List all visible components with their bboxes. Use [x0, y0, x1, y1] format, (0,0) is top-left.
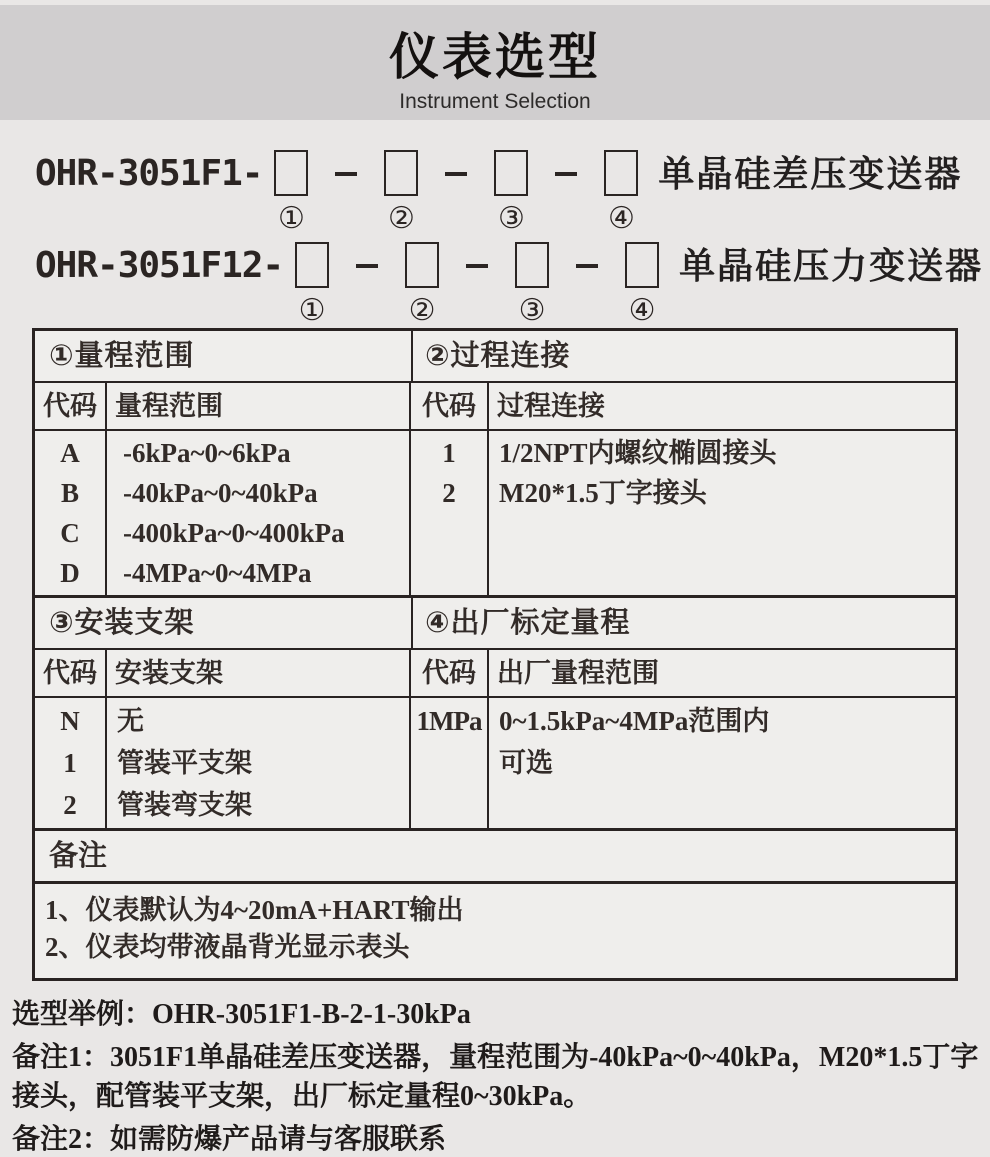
- position-number: ④: [607, 201, 635, 236]
- position-number: ③: [497, 201, 525, 236]
- model-line-pressure: [35, 242, 983, 326]
- bracket-code-column: [35, 698, 107, 828]
- column-header-factory-range: 出厂量程范围: [497, 658, 659, 688]
- position-number: ④: [628, 293, 656, 328]
- position-number: ②: [387, 201, 415, 236]
- dash-separator: [576, 264, 598, 268]
- dash-separator: [466, 264, 488, 268]
- option-box: [384, 150, 418, 196]
- page-title: 仪表选型: [389, 29, 601, 85]
- position-number: ②: [408, 293, 436, 328]
- position-number: ③: [518, 293, 546, 328]
- option-slot-1: [274, 150, 308, 234]
- table-cell: -4MPa~0~4MPa: [123, 558, 312, 588]
- column-header-code: 代码: [35, 383, 107, 429]
- model-line-differential: [35, 150, 983, 234]
- dash-separator: [555, 172, 577, 176]
- section1-title-row: [35, 331, 955, 383]
- dash-separator: [445, 172, 467, 176]
- table-cell: 可选: [499, 748, 553, 778]
- section-title-bracket: ③安装支架: [35, 598, 413, 648]
- column-header-bracket: 安装支架: [107, 650, 411, 696]
- option-slot-3: [515, 242, 549, 326]
- option-slot-2: [384, 150, 418, 234]
- table-cell: 2: [63, 790, 77, 820]
- note-line: 1、仪表默认为4~20mA+HART输出: [45, 895, 464, 925]
- position-number: ①: [277, 201, 305, 236]
- option-box: [274, 150, 308, 196]
- section2-title-row: [35, 598, 955, 650]
- range-code-column: [35, 431, 107, 595]
- table-cell: C: [60, 518, 80, 548]
- option-slot-2: [405, 242, 439, 326]
- table-cell: 1: [63, 748, 77, 778]
- option-box: [405, 242, 439, 288]
- factory-range-code-column: [411, 698, 489, 828]
- table-cell: 无: [117, 706, 144, 736]
- column-header-code: 代码: [411, 650, 489, 696]
- table-cell: 0~1.5kPa~4MPa范围内: [499, 706, 770, 736]
- footer-remarks: [12, 995, 980, 1157]
- bracket-value-column: [107, 698, 411, 828]
- table-cell: B: [60, 478, 79, 508]
- table-cell: -400kPa~0~400kPa: [123, 518, 345, 548]
- option-box: [515, 242, 549, 288]
- option-box: [295, 242, 329, 288]
- notes-body-row: [35, 884, 955, 978]
- footer-note-2: 备注2：如需防爆产品请与客服联系: [12, 1124, 447, 1155]
- table-cell: -40kPa~0~40kPa: [123, 478, 318, 508]
- selection-table: [32, 328, 958, 981]
- model-description: 单晶硅差压变送器: [658, 153, 963, 194]
- section-title-factory-range: ④出厂标定量程: [425, 607, 631, 639]
- option-box: [604, 150, 638, 196]
- selection-example-label: 选型举例：: [12, 999, 153, 1030]
- factory-range-value-column: [489, 698, 955, 828]
- header-band: [0, 5, 990, 120]
- model-description: 单晶硅压力变送器: [679, 245, 984, 286]
- table-cell: A: [60, 438, 80, 468]
- table-cell: 2: [442, 478, 456, 508]
- footer-note-1: 备注1：3051F1单晶硅差压变送器，量程范围为-40kPa~0~40kPa，M20*1.5丁字接头，配管装平支架，出厂标定量程0~30kPa。: [12, 1042, 979, 1112]
- notes-title-row: [35, 831, 955, 884]
- table-cell: 1MPa: [416, 706, 482, 736]
- section-title-process-connection: ②过程连接: [425, 340, 571, 372]
- option-slot-1: [295, 242, 329, 326]
- model-code-section: [35, 150, 983, 334]
- selection-example-line: [12, 995, 980, 1034]
- model-prefix: OHR-3051F1-: [35, 153, 263, 194]
- section-title-range: ①量程范围: [35, 331, 413, 381]
- option-box: [625, 242, 659, 288]
- connection-code-column: [411, 431, 489, 595]
- dash-separator: [335, 172, 357, 176]
- section2-header-row: [35, 650, 955, 698]
- table-cell: D: [60, 558, 80, 588]
- selection-example-value: OHR-3051F1-B-2-1-30kPa: [152, 999, 471, 1030]
- note-line: 2、仪表均带液晶背光显示表头: [45, 932, 410, 962]
- section1-header-row: [35, 383, 955, 431]
- table-cell: M20*1.5丁字接头: [499, 478, 707, 508]
- table-cell: 管装平支架: [117, 748, 252, 778]
- table-cell: 1: [442, 438, 456, 468]
- table-cell: N: [60, 706, 80, 736]
- section1-data-band: [35, 431, 955, 598]
- column-header-range: 量程范围: [107, 383, 411, 429]
- option-slot-3: [494, 150, 528, 234]
- page-subtitle: Instrument Selection: [399, 90, 591, 113]
- option-slot-4: [604, 150, 638, 234]
- option-box: [494, 150, 528, 196]
- column-header-code: 代码: [35, 650, 107, 696]
- position-number: ①: [298, 293, 326, 328]
- table-cell: 1/2NPT内螺纹椭圆接头: [499, 438, 777, 468]
- column-header-code: 代码: [411, 383, 489, 429]
- notes-title: 备注: [49, 840, 108, 872]
- table-cell: 管装弯支架: [117, 790, 252, 820]
- table-cell: -6kPa~0~6kPa: [123, 438, 291, 468]
- column-header-process-connection: 过程连接: [497, 391, 605, 421]
- connection-value-column: [489, 431, 955, 595]
- model-prefix: OHR-3051F12-: [35, 245, 284, 286]
- dash-separator: [356, 264, 378, 268]
- range-value-column: [107, 431, 411, 595]
- option-slot-4: [625, 242, 659, 326]
- notes-list: [35, 884, 463, 978]
- section2-data-band: [35, 698, 955, 831]
